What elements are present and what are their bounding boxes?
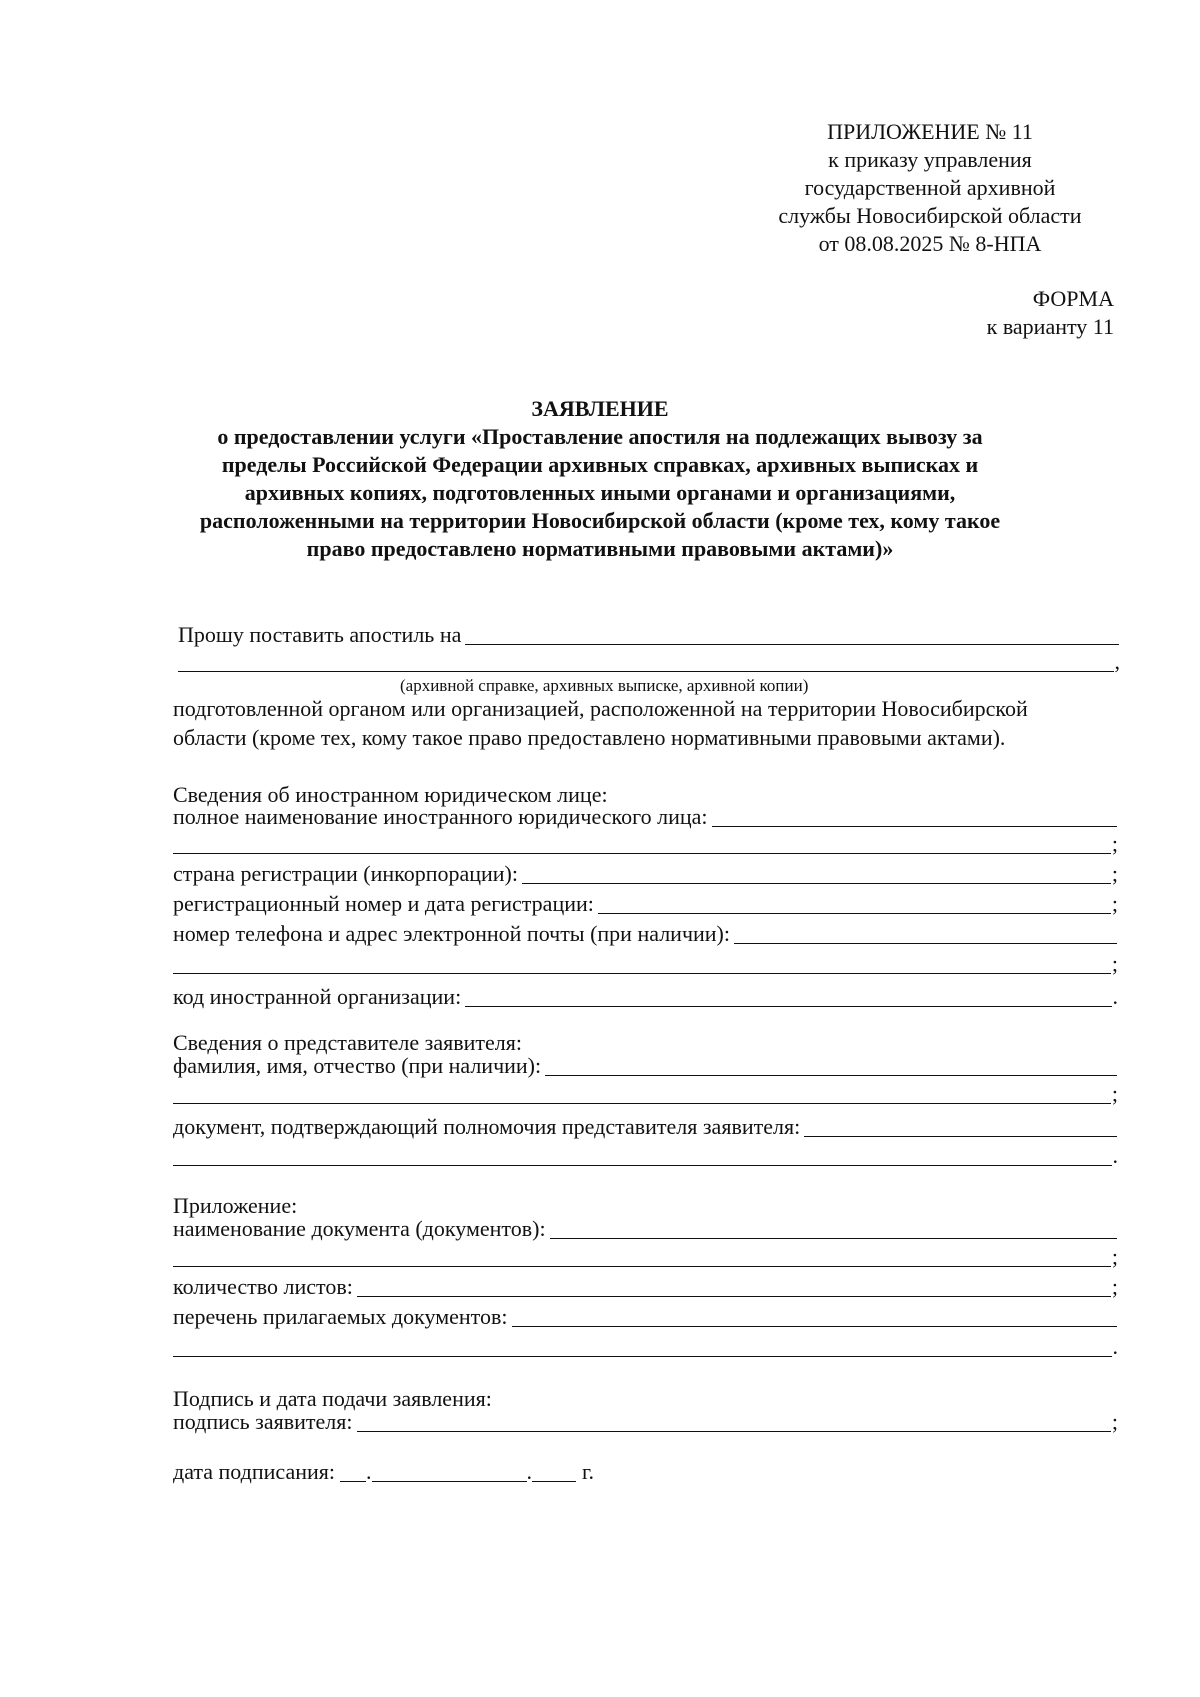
contacts-field-2[interactable] [173, 953, 1111, 974]
org-code-row [173, 983, 1118, 1010]
apostille-field-hint: (архивной справке, архивных выписке, архивной копии) [400, 676, 809, 695]
rep-name-row [173, 1052, 1118, 1079]
semicolon: ; [1111, 1274, 1118, 1299]
title-line-1: о предоставлении услуги «Проставление апостиля на подлежащих вывозу за [217, 424, 983, 449]
signing-date-label: дата подписания: [173, 1459, 335, 1484]
semicolon: ; [1111, 1081, 1118, 1106]
date-year-field[interactable] [532, 1461, 576, 1482]
period: . [1112, 1334, 1118, 1359]
apostille-document-field-2[interactable] [178, 651, 1114, 672]
sheets-field[interactable] [357, 1276, 1111, 1297]
doc-list-field-2[interactable] [173, 1336, 1112, 1357]
apostille-document-field[interactable] [465, 624, 1119, 645]
date-day-field[interactable] [340, 1461, 366, 1482]
title-line-2: пределы Российской Федерации архивных справках, архивных выписках и [221, 452, 979, 477]
org-code-field[interactable] [465, 986, 1111, 1007]
authority-doc-row [173, 1113, 1118, 1140]
signature-heading: Подпись и дата подачи заявления: [173, 1386, 492, 1411]
authority-doc-row-2 [173, 1142, 1118, 1169]
apostille-request-row [178, 621, 1120, 648]
appendix-line-3: службы Новосибирской области [778, 203, 1082, 228]
rep-name-field-2[interactable] [173, 1083, 1111, 1104]
date-month-field[interactable] [372, 1461, 527, 1482]
contacts-field[interactable] [734, 923, 1117, 944]
appendix-line-1: к приказу управления [828, 147, 1032, 172]
request-body [173, 694, 1118, 752]
period: . [1112, 984, 1118, 1009]
authority-doc-field-2[interactable] [173, 1145, 1112, 1166]
sheets-label: количество листов: [173, 1274, 353, 1299]
reg-number-row [173, 890, 1118, 917]
doc-list-row [173, 1303, 1118, 1330]
foreign-name-row-2 [173, 830, 1118, 857]
contacts-row [173, 920, 1118, 947]
request-body-line-1: подготовленной органом или организацией, расположенной на территории Новосибирской [173, 696, 1028, 721]
sheets-row [173, 1273, 1118, 1300]
foreign-entity-heading: Сведения об иностранном юридическом лице: [173, 782, 608, 807]
org-code-label: код иностранной организации: [173, 984, 462, 1009]
appendix-line-4: от 08.08.2025 № 8-НПА [818, 231, 1042, 256]
semicolon: ; [1111, 831, 1118, 856]
country-label: страна регистрации (инкорпорации): [173, 861, 518, 886]
date-separator-2: . [526, 1459, 532, 1484]
date-separator-1: . [366, 1459, 372, 1484]
rep-name-field[interactable] [545, 1055, 1117, 1076]
semicolon: ; [1111, 1244, 1118, 1269]
signature-field[interactable] [357, 1411, 1111, 1432]
appendix-header [740, 118, 1120, 258]
request-body-line-2: области (кроме тех, кому такое право предоставлено нормативными правовыми актами). [173, 725, 1006, 750]
rep-name-row-2 [173, 1080, 1118, 1107]
contacts-label: номер телефона и адрес электронной почты (при наличии): [173, 921, 730, 946]
signature-label: подпись заявителя: [173, 1409, 353, 1434]
country-row [173, 860, 1118, 887]
doc-list-field[interactable] [512, 1306, 1117, 1327]
foreign-name-field-2[interactable] [173, 833, 1111, 854]
form-label-block [987, 285, 1114, 341]
title-line-5: право предоставлено нормативными правовыми актами)» [306, 536, 894, 561]
title-line-4: расположенными на территории Новосибирской области (кроме тех, кому такое [199, 508, 1001, 533]
foreign-name-field[interactable] [712, 806, 1117, 827]
title-main: ЗАЯВЛЕНИЕ [531, 396, 669, 421]
appendix-line-2: государственной архивной [804, 175, 1056, 200]
reg-number-label: регистрационный номер и дата регистрации: [173, 891, 594, 916]
apostille-request-row-2 [178, 648, 1120, 675]
attachment-heading: Приложение: [173, 1193, 298, 1218]
semicolon: ; [1111, 891, 1118, 916]
form-variant: к варианту 11 [986, 314, 1114, 339]
doc-list-row-2 [173, 1333, 1118, 1360]
title-line-3: архивных копиях, подготовленных иными органами и организациями, [244, 480, 956, 505]
period: . [1112, 1143, 1118, 1168]
form-label: ФОРМА [1032, 286, 1114, 311]
year-suffix: г. [582, 1459, 595, 1484]
representative-heading: Сведения о представителе заявителя: [173, 1030, 522, 1055]
contacts-row-2 [173, 950, 1118, 977]
semicolon: ; [1111, 951, 1118, 976]
signature-row [173, 1408, 1118, 1435]
doc-name-row [173, 1215, 1118, 1242]
reg-number-field[interactable] [598, 893, 1111, 914]
country-field[interactable] [522, 863, 1111, 884]
doc-name-field-2[interactable] [173, 1246, 1111, 1267]
appendix-number: ПРИЛОЖЕНИЕ № 11 [827, 119, 1033, 144]
authority-doc-label: документ, подтверждающий полномочия представителя заявителя: [173, 1114, 801, 1139]
semicolon: ; [1111, 1409, 1118, 1434]
apostille-request-label: Прошу поставить апостиль на [178, 622, 462, 647]
doc-list-label: перечень прилагаемых документов: [173, 1304, 508, 1329]
semicolon: ; [1111, 861, 1118, 886]
authority-doc-field[interactable] [804, 1116, 1117, 1137]
doc-name-label: наименование документа (документов): [173, 1216, 546, 1241]
signing-date-row [173, 1458, 594, 1485]
document-title [170, 395, 1030, 563]
rep-name-label: фамилия, имя, отчество (при наличии): [173, 1053, 542, 1078]
foreign-name-row [173, 803, 1118, 830]
comma: , [1114, 649, 1120, 674]
doc-name-row-2 [173, 1243, 1118, 1270]
foreign-name-label: полное наименование иностранного юридического лица: [173, 804, 708, 829]
doc-name-field[interactable] [550, 1218, 1117, 1239]
